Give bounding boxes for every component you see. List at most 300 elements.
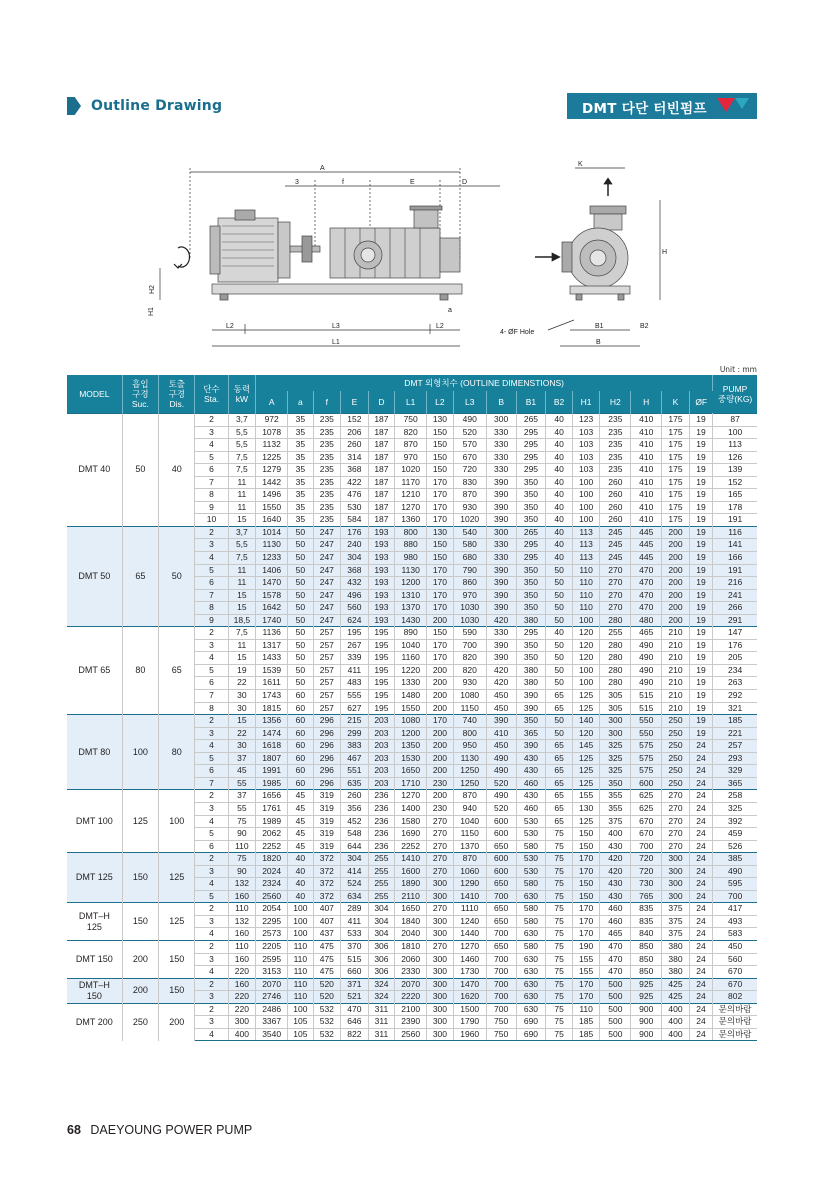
- table-cell: 3: [195, 953, 228, 966]
- table-cell: 2252: [256, 840, 288, 853]
- table-cell: 235: [600, 464, 631, 477]
- table-cell: 289: [341, 903, 369, 916]
- table-cell: 390: [486, 652, 516, 665]
- table-cell: 330: [486, 451, 516, 464]
- table-row: [67, 853, 757, 866]
- table-cell: 235: [313, 489, 341, 502]
- table-cell: 650: [486, 915, 516, 928]
- table-cell: 210: [662, 652, 690, 665]
- dim-a: a: [448, 307, 452, 314]
- table-cell: 50: [288, 614, 313, 627]
- table-cell: 170: [427, 501, 453, 514]
- table-cell: 155: [572, 966, 600, 979]
- table-cell: 60: [288, 765, 313, 778]
- table-cell: 50: [288, 564, 313, 577]
- table-cell: 19: [689, 589, 712, 602]
- col-dim: A: [256, 391, 288, 414]
- table-cell: 200: [662, 552, 690, 565]
- table-cell: 425: [662, 991, 690, 1004]
- table-cell: 155: [572, 953, 600, 966]
- col-dim: H: [631, 391, 662, 414]
- table-cell: 50: [546, 564, 572, 577]
- table-cell: 325: [600, 740, 631, 753]
- table-cell: 660: [341, 966, 369, 979]
- table-cell: 460: [600, 903, 631, 916]
- table-cell: 19: [689, 652, 712, 665]
- table-cell: 1406: [256, 564, 288, 577]
- table-cell: 293: [713, 752, 757, 765]
- table-cell: 270: [600, 577, 631, 590]
- table-cell: 110: [288, 953, 313, 966]
- table-cell: 24: [689, 940, 712, 953]
- table-cell: 60: [288, 727, 313, 740]
- table-cell: 11: [228, 489, 256, 502]
- table-cell: 265: [516, 526, 546, 539]
- table-cell: 19: [689, 526, 712, 539]
- cell-model: DMT 150: [67, 940, 122, 978]
- table-cell: 110: [288, 978, 313, 991]
- table-cell: 500: [600, 991, 631, 1004]
- table-cell: 1960: [453, 1028, 486, 1041]
- table-cell: 200: [662, 614, 690, 627]
- side-view: [148, 165, 500, 346]
- table-cell: 1991: [256, 765, 288, 778]
- table-cell: 19: [689, 715, 712, 728]
- table-cell: 200: [427, 614, 453, 627]
- col-dim: D: [368, 391, 394, 414]
- table-cell: 245: [600, 526, 631, 539]
- table-cell: 24: [689, 966, 712, 979]
- table-cell: 4: [195, 1028, 228, 1041]
- table-cell: 100: [572, 501, 600, 514]
- cell-suc: 50: [122, 414, 158, 527]
- table-cell: 1250: [453, 777, 486, 790]
- table-cell: 410: [631, 489, 662, 502]
- table-cell: 304: [368, 928, 394, 941]
- table-cell: 247: [313, 526, 341, 539]
- table-cell: 450: [713, 940, 757, 953]
- table-cell: 1410: [395, 853, 427, 866]
- table-cell: 390: [516, 690, 546, 703]
- table-cell: 319: [313, 790, 341, 803]
- table-cell: 260: [341, 439, 369, 452]
- table-cell: 2324: [256, 878, 288, 891]
- table-cell: 65: [546, 815, 572, 828]
- table-cell: 241: [713, 589, 757, 602]
- table-cell: 75: [546, 903, 572, 916]
- table-cell: 40: [546, 414, 572, 427]
- table-cell: 206: [341, 426, 369, 439]
- table-cell: 187: [368, 464, 394, 477]
- table-cell: 575: [631, 740, 662, 753]
- table-cell: 40: [546, 539, 572, 552]
- table-cell: 24: [689, 928, 712, 941]
- table-cell: 580: [516, 915, 546, 928]
- table-cell: 583: [713, 928, 757, 941]
- table-cell: 483: [341, 677, 369, 690]
- table-cell: 350: [516, 501, 546, 514]
- table-cell: 110: [572, 602, 600, 615]
- table-cell: 295: [516, 539, 546, 552]
- table-cell: 371: [341, 978, 369, 991]
- table-cell: 234: [713, 664, 757, 677]
- table-cell: 100: [572, 677, 600, 690]
- table-cell: 925: [631, 991, 662, 1004]
- table-cell: 383: [341, 740, 369, 753]
- table-cell: 195: [368, 652, 394, 665]
- table-cell: 1550: [256, 501, 288, 514]
- table-cell: 170: [572, 978, 600, 991]
- table-cell: 1815: [256, 702, 288, 715]
- table-cell: 390: [516, 740, 546, 753]
- col-dim: a: [288, 391, 313, 414]
- table-cell: 193: [368, 589, 394, 602]
- table-row: [67, 903, 757, 916]
- col-dim: L1: [395, 391, 427, 414]
- table-cell: 1807: [256, 752, 288, 765]
- table-cell: 560: [713, 953, 757, 966]
- table-cell: 150: [427, 464, 453, 477]
- table-cell: 420: [486, 677, 516, 690]
- table-cell: 532: [313, 1028, 341, 1041]
- table-cell: 170: [572, 853, 600, 866]
- table-cell: 193: [368, 526, 394, 539]
- table-cell: 390: [516, 702, 546, 715]
- table-cell: 100: [713, 426, 757, 439]
- table-cell: 300: [427, 978, 453, 991]
- table-cell: 311: [368, 1016, 394, 1029]
- table-cell: 19: [689, 564, 712, 577]
- table-cell: 1440: [453, 928, 486, 941]
- table-cell: 300: [427, 991, 453, 1004]
- table-cell: 19: [689, 602, 712, 615]
- dim-K: K: [578, 161, 583, 168]
- front-view: [500, 161, 667, 346]
- table-cell: 1210: [395, 489, 427, 502]
- table-cell: 193: [368, 552, 394, 565]
- table-cell: 1743: [256, 690, 288, 703]
- table-cell: 235: [313, 439, 341, 452]
- table-cell: 50: [546, 677, 572, 690]
- table-cell: 221: [713, 727, 757, 740]
- table-cell: 3,7: [228, 526, 256, 539]
- table-cell: 375: [662, 903, 690, 916]
- table-cell: 650: [486, 903, 516, 916]
- table-cell: 60: [288, 740, 313, 753]
- table-cell: 150: [427, 552, 453, 565]
- cell-suc: 150: [122, 853, 158, 903]
- table-cell: 195: [368, 690, 394, 703]
- table-cell: 176: [341, 526, 369, 539]
- table-cell: 1580: [395, 815, 427, 828]
- table-cell: 50: [546, 727, 572, 740]
- table-cell: 40: [546, 439, 572, 452]
- table-cell: 113: [572, 539, 600, 552]
- table-cell: 410: [631, 514, 662, 527]
- table-cell: 306: [368, 966, 394, 979]
- table-cell: 970: [395, 451, 427, 464]
- table-cell: 1014: [256, 526, 288, 539]
- table-cell: 300: [662, 853, 690, 866]
- table-cell: 532: [313, 1016, 341, 1029]
- table-cell: 19: [689, 639, 712, 652]
- table-cell: 247: [313, 614, 341, 627]
- table-cell: 930: [453, 677, 486, 690]
- table-cell: 65: [546, 702, 572, 715]
- table-cell: 123: [572, 414, 600, 427]
- table-cell: 110: [572, 589, 600, 602]
- table-cell: 187: [368, 514, 394, 527]
- table-cell: 430: [600, 840, 631, 853]
- table-cell: 193: [368, 602, 394, 615]
- table-cell: 372: [313, 890, 341, 903]
- table-cell: 432: [341, 577, 369, 590]
- table-cell: 2390: [395, 1016, 427, 1029]
- page-footer: [67, 1123, 252, 1137]
- table-cell: 4: [195, 966, 228, 979]
- table-cell: 750: [486, 1028, 516, 1041]
- table-cell: 247: [313, 564, 341, 577]
- table-cell: 1020: [453, 514, 486, 527]
- table-cell: 187: [368, 414, 394, 427]
- table-cell: 103: [572, 439, 600, 452]
- table-cell: 150: [427, 627, 453, 640]
- table-cell: 330: [486, 464, 516, 477]
- table-cell: 193: [368, 577, 394, 590]
- table-cell: 390: [486, 589, 516, 602]
- table-cell: 75: [228, 815, 256, 828]
- table-cell: 19: [689, 552, 712, 565]
- table-cell: 103: [572, 451, 600, 464]
- table-cell: 580: [453, 539, 486, 552]
- table-cell: 75: [546, 991, 572, 1004]
- table-cell: 1130: [256, 539, 288, 552]
- table-cell: 250: [662, 765, 690, 778]
- table-cell: 750: [395, 414, 427, 427]
- table-cell: 257: [313, 677, 341, 690]
- table-cell: 19: [689, 451, 712, 464]
- table-cell: 50: [546, 639, 572, 652]
- table-cell: 200: [427, 790, 453, 803]
- table-cell: 1310: [395, 589, 427, 602]
- table-cell: 1550: [395, 702, 427, 715]
- table-cell: 40: [288, 853, 313, 866]
- table-cell: 5,5: [228, 426, 256, 439]
- table-cell: 175: [662, 464, 690, 477]
- table-cell: 350: [516, 589, 546, 602]
- table-cell: 835: [631, 903, 662, 916]
- table-cell: 40: [546, 451, 572, 464]
- table-cell: 520: [313, 978, 341, 991]
- table-cell: 170: [427, 564, 453, 577]
- table-cell: 700: [631, 840, 662, 853]
- table-cell: 1480: [395, 690, 427, 703]
- table-cell: 170: [427, 589, 453, 602]
- table-cell: 1642: [256, 602, 288, 615]
- table-cell: 330: [486, 627, 516, 640]
- table-cell: 152: [713, 476, 757, 489]
- table-cell: 410: [631, 414, 662, 427]
- table-cell: 235: [600, 451, 631, 464]
- table-cell: 165: [713, 489, 757, 502]
- table-cell: 3: [195, 865, 228, 878]
- cell-dis: 50: [159, 526, 195, 626]
- table-cell: 50: [546, 589, 572, 602]
- table-cell: 300: [228, 1016, 256, 1029]
- table-cell: 125: [572, 690, 600, 703]
- table-cell: 220: [228, 966, 256, 979]
- table-cell: 460: [516, 777, 546, 790]
- table-cell: 339: [341, 652, 369, 665]
- table-cell: 350: [516, 639, 546, 652]
- col-pump-weight: PUMP 중량(KG): [713, 375, 757, 414]
- table-cell: 2205: [256, 940, 288, 953]
- table-cell: 445: [631, 539, 662, 552]
- table-cell: 140: [572, 715, 600, 728]
- table-cell: 490: [486, 765, 516, 778]
- table-cell: 250: [662, 777, 690, 790]
- cell-model: DMT–H 125: [67, 903, 122, 941]
- table-cell: 700: [486, 1003, 516, 1016]
- table-cell: 1130: [395, 564, 427, 577]
- table-cell: 170: [572, 928, 600, 941]
- table-cell: 24: [689, 790, 712, 803]
- table-cell: 7,5: [228, 451, 256, 464]
- table-cell: 350: [516, 715, 546, 728]
- table-cell: 200: [662, 577, 690, 590]
- table-cell: 900: [631, 1003, 662, 1016]
- table-cell: 300: [427, 890, 453, 903]
- table-cell: 2040: [395, 928, 427, 941]
- table-cell: 530: [341, 501, 369, 514]
- table-cell: 350: [516, 577, 546, 590]
- table-cell: 270: [427, 815, 453, 828]
- table-cell: 210: [662, 639, 690, 652]
- table-cell: 555: [341, 690, 369, 703]
- table-cell: 1270: [395, 501, 427, 514]
- table-cell: 6: [195, 577, 228, 590]
- table-cell: 670: [713, 978, 757, 991]
- table-cell: 263: [713, 677, 757, 690]
- table-cell: 690: [516, 1028, 546, 1041]
- table-cell: 7,5: [228, 464, 256, 477]
- table-cell: 187: [368, 476, 394, 489]
- table-cell: 530: [516, 853, 546, 866]
- table-cell: 1150: [453, 828, 486, 841]
- table-cell: 2: [195, 627, 228, 640]
- table-cell: 110: [288, 940, 313, 953]
- table-cell: 2220: [395, 991, 427, 1004]
- table-cell: 90: [228, 828, 256, 841]
- table-cell: 1356: [256, 715, 288, 728]
- table-cell: 630: [516, 1003, 546, 1016]
- table-cell: 11: [228, 476, 256, 489]
- table-cell: 291: [713, 614, 757, 627]
- table-cell: 141: [713, 539, 757, 552]
- table-cell: 15: [228, 589, 256, 602]
- table-cell: 50: [546, 664, 572, 677]
- table-cell: 11: [228, 564, 256, 577]
- table-cell: 110: [288, 991, 313, 1004]
- table-cell: 87: [713, 414, 757, 427]
- table-cell: 100: [288, 903, 313, 916]
- table-cell: 475: [313, 953, 341, 966]
- table-cell: 350: [600, 777, 631, 790]
- table-cell: 296: [313, 715, 341, 728]
- table-cell: 175: [662, 489, 690, 502]
- table-cell: 170: [427, 639, 453, 652]
- table-cell: 400: [600, 828, 631, 841]
- dim-E: E: [410, 179, 415, 186]
- table-cell: 820: [395, 426, 427, 439]
- table-cell: 120: [572, 652, 600, 665]
- table-cell: 150: [572, 828, 600, 841]
- table-cell: 152: [341, 414, 369, 427]
- table-cell: 260: [600, 501, 631, 514]
- table-cell: 210: [662, 690, 690, 703]
- table-cell: 380: [516, 664, 546, 677]
- table-cell: 1470: [256, 577, 288, 590]
- table-cell: 19: [689, 514, 712, 527]
- table-cell: 1840: [395, 915, 427, 928]
- table-cell: 257: [313, 664, 341, 677]
- table-cell: 35: [288, 414, 313, 427]
- table-cell: 450: [486, 740, 516, 753]
- table-cell: 1220: [395, 664, 427, 677]
- col-sta: 단수 Sta.: [195, 375, 228, 414]
- table-cell: 1040: [395, 639, 427, 652]
- table-cell: 236: [368, 815, 394, 828]
- cell-model: DMT 200: [67, 1003, 122, 1041]
- table-cell: 575: [631, 765, 662, 778]
- table-cell: 220: [228, 1003, 256, 1016]
- table-cell: 292: [713, 690, 757, 703]
- table-cell: 1640: [256, 514, 288, 527]
- table-cell: 1132: [256, 439, 288, 452]
- table-cell: 1060: [453, 865, 486, 878]
- table-cell: 270: [662, 815, 690, 828]
- table-cell: 195: [368, 677, 394, 690]
- table-cell: 407: [313, 903, 341, 916]
- table-cell: 203: [368, 715, 394, 728]
- cell-suc: 65: [122, 526, 158, 626]
- table-cell: 670: [631, 828, 662, 841]
- table-cell: 700: [713, 890, 757, 903]
- table-cell: 314: [341, 451, 369, 464]
- dim-f: f: [342, 179, 344, 186]
- table-cell: 870: [395, 439, 427, 452]
- table-cell: 1985: [256, 777, 288, 790]
- table-cell: 110: [228, 940, 256, 953]
- table-cell: 800: [395, 526, 427, 539]
- table-cell: 19: [689, 627, 712, 640]
- cell-dis: 125: [159, 853, 195, 903]
- table-cell: 459: [713, 828, 757, 841]
- table-cell: 175: [662, 451, 690, 464]
- table-cell: 200: [427, 677, 453, 690]
- table-cell: 235: [313, 426, 341, 439]
- table-cell: 1370: [453, 840, 486, 853]
- table-cell: 460: [516, 802, 546, 815]
- table-cell: 24: [689, 1003, 712, 1016]
- table-cell: 532: [313, 1003, 341, 1016]
- table-cell: 185: [572, 1028, 600, 1041]
- table-cell: 445: [631, 552, 662, 565]
- table-cell: 330: [486, 426, 516, 439]
- table-cell: 24: [689, 890, 712, 903]
- table-cell: 195: [368, 627, 394, 640]
- cell-dis: 65: [159, 627, 195, 715]
